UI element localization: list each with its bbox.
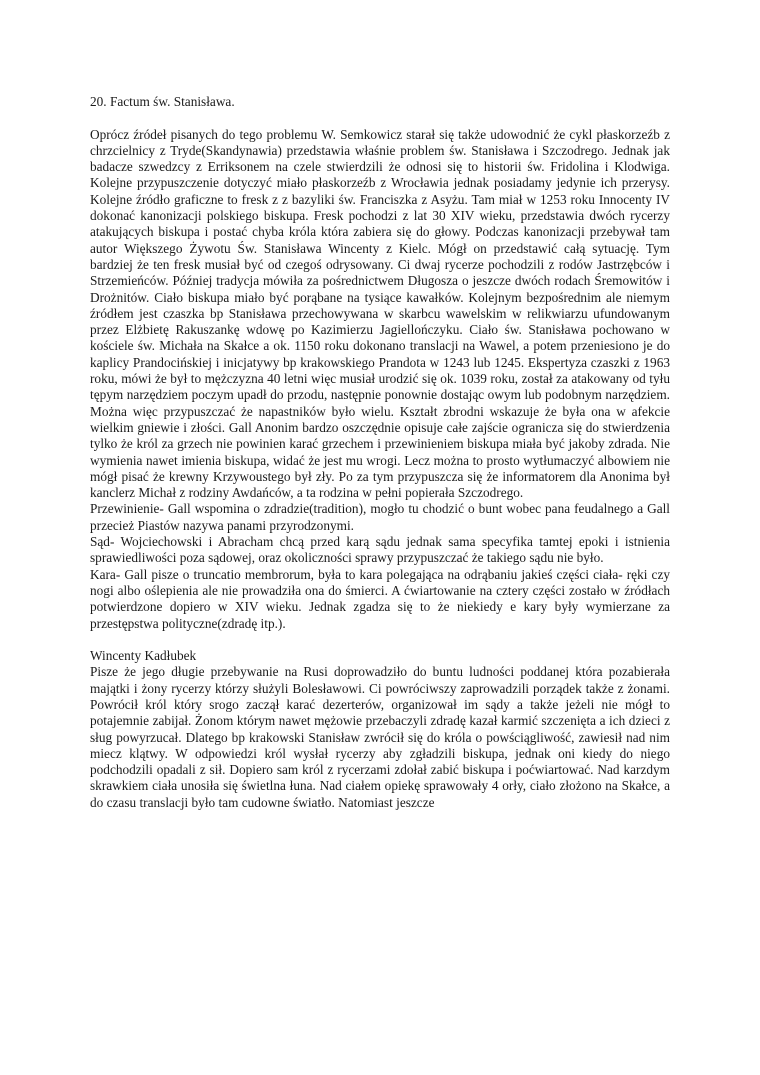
paragraph-sad: Sąd- Wojciechowski i Abracham chcą przed karą sądu jednak sama specyfika tamtej epoki i istnienia sprawiedliwości poza sądowej, oraz okoliczności sprawy przypuszczać że takiego sądu nie było.: [90, 534, 670, 566]
paragraph-sources: Oprócz źródeł pisanych do tego problemu W. Semkowicz starał się także udowodnić że cykl płaskorzeźb z chrzcielnicy z Tryde(Skandynawia) przedstawia właśnie problem św. Stanisława i Szczodrego. Jednak jak badacze szwedzcy z Erriksonem na czele stwierdzili że odnosi się to historii św. Fridolina i Klodwiga. Kolejne przypuszczenie dotyczyć miało płaskorzeźb z Wrocławia jednak posiadamy jedynie ich przerysy. Kolejne źródło graficzne to fresk z z bazyliki św. Franciszka z Asyżu. Tam miał w 1253 roku Innocenty IV dokonać kanonizacji polskiego biskupa. Fresk pochodzi z lat 30 XIV wieku, przedstawia dwóch rycerzy atakujących biskupa i postać chyba króla która zabiera się do głowy. Podczas kanonizacji przebywał tam autor Większego Żywotu Św. Stanisława Wincenty z Kielc. Mógł on przedstawić całą sytuację. Tym bardziej że ten fresk musiał być od czegoś odrysowany. Ci dwaj rycerze pochodzili z rodów Jastrzębców i Strzemieńców. Później tradycja mówiła za pośrednictwem Długosza o jeszcze dwóch rodach Śremowitów i Drożnitów. Ciało biskupa miało być porąbane na tysiące kawałków. Kolejnym bezpośrednim ale niemym źródłem jest czaszka bp Stanisława przechowywana w skarbcu wawelskim w relikwiarzu ufundowanym przez Elżbietę Rakuszankę wdowę po Kazimierzu Jagiellończyku. Ciało św. Stanisława pochowano w kościele św. Michała na Skałce a ok. 1150 roku dokonano translacji na Wawel, a potem przeniesiono je do kaplicy Prandocińskiej i inicjatywy bp krakowskiego Prandota w 1243 lub 1245. Ekspertyza czaszki z 1963 roku, mówi że był to mężczyzna 40 letni więc musiał urodzić się ok. 1039 roku, został za atakowany od tyłu tępym narzędziem poczym upadł do przodu, następnie ponownie dostając owym lub podobnym narzędziem. Można więc przypuszczać że napastników było wielu. Kształt zbrodni wskazuje że była ona w afekcie wielkim gniewie i złości. Gall Anonim bardzo oszczędnie opisuje całe zajście ogranicza się do stwierdzenia tylko że król za grzech nie powinien karać grzechem i przewinieniem biskupa miała być jakoby zdrada. Nie wymienia nawet imienia biskupa, widać że jest mu wrogi. Lecz można to prosto wytłumaczyć albowiem nie mógł pisać że krewny Krzywoustego był zły. Po za tym przypuszcza się że informatorem dla Anonima był kanclerz Michał z rodziny Awdańców, a ta rodzina w pełni popierała Szczodrego.: [90, 126, 670, 501]
document-page: [90, 94, 670, 811]
paragraph-kadlubek: Pisze że jego długie przebywanie na Rusi doprowadziło do buntu ludności poddanej która pozabierała majątki i żony rycerzy którzy służyli Bolesławowi. Ci powróciwszy zaprowadzili porządek także z żonami. Powrócił król który srogo zaczął karać dezerterów, organizował im sądy a także jeżeli nie mógł to potajemnie zabijał. Żonom którym nawet mężowie przebaczyli zdradę kazał karmić szczenięta a ich dzieci z sług powyrzucał. Dlatego bp krakowski Stanisław zwrócił się do króla o powściągliwość, zawiesił nad nim miecz klątwy. W odpowiedzi król wysłał rycerzy aby zgładzili biskupa, jednak oni kiedy do niego podchodzili opadali z sił. Dopiero sam król z rycerzami zdołał zabić biskupa i poćwiartować. Nad karzdym skrawkiem ciała unosiła się świetlna łuna. Nad ciałem opiekę sprawowały 4 orły, ciało złożono na Skałce, a do czasu translacji było tam cudowne światło. Natomiast jeszcze: [90, 664, 670, 810]
paragraph-przewinienie: Przewinienie- Gall wspomina o zdradzie(tradition), mogło tu chodzić o bunt wobec pana feudalnego a Gall przecież Piastów nazywa panami przyrodzonymi.: [90, 501, 670, 533]
section-heading-kadlubek: Wincenty Kadłubek: [90, 648, 197, 664]
paragraph-kara: Kara- Gall pisze o truncatio membrorum, była to kara polegająca na odrąbaniu jakieś części ciała- ręki czy nogi albo oślepienia ale nie prowadziła ona do śmierci. A ćwiartowanie na cztery części zostało w źródłach potwierdzone dopiero w XIV wieku. Jednak zgadza się to że niekiedy e kary były wymierzane za przestępstwa polityczne(zdradę itp.).: [90, 566, 670, 631]
blank-line: [90, 632, 670, 648]
blank-line: [90, 110, 670, 126]
document-heading: 20. Factum św. Stanisława.: [90, 94, 235, 109]
